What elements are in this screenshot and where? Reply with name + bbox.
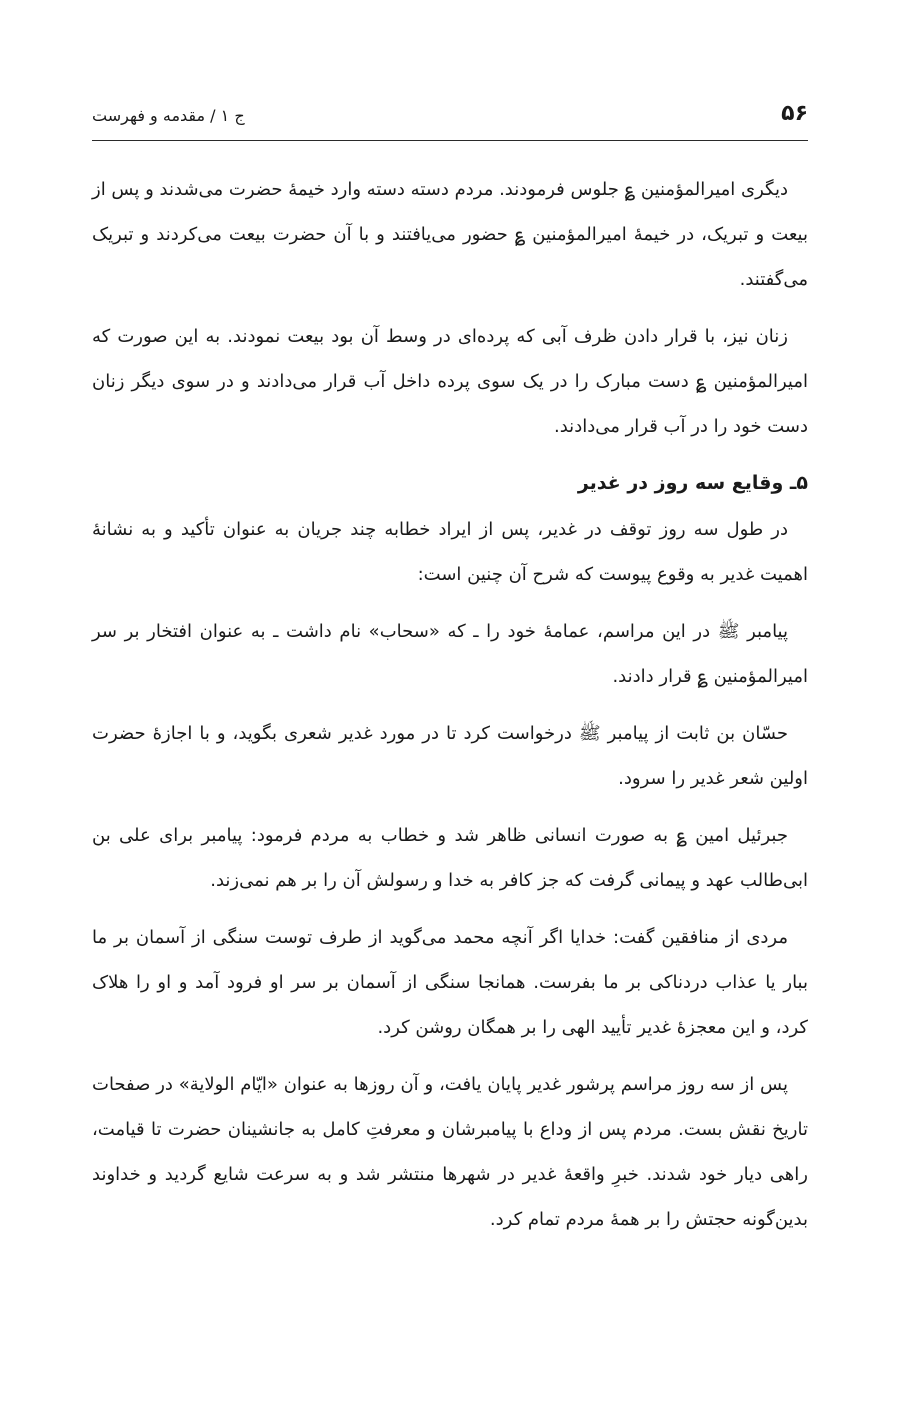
- page-body: [92, 167, 808, 1242]
- section-heading: ۵ـ وقایع سه روز در غدیر: [577, 472, 808, 494]
- paragraph: حسّان بن ثابت از پیامبر ﷺ درخواست کرد تا در مورد غدیر شعری بگوید، و با اجازهٔ حضرت اولین شعر غدیر را سرود.: [92, 723, 808, 789]
- book-page: [92, 96, 808, 1376]
- paragraph: دیگری امیرالمؤمنین ؏ جلوس فرمودند. مردم دسته دسته وارد خیمهٔ حضرت می‌شدند و پس از بیعت و تبریک، در خیمهٔ امیرالمؤمنین ؏ حضور می‌یافتند و با آن حضرت بیعت می‌کردند و تبریک می‌گفتند.: [92, 179, 808, 290]
- page-header: [92, 96, 808, 141]
- paragraph: زنان نیز، با قرار دادن ظرف آبی که پرده‌ای در وسط آن بود بیعت نمودند. به این صورت که امیرالمؤمنین ؏ دست مبارک را در یک سوی پرده داخل آب قرار می‌دادند و در سوی دیگر زنان دست خود را در آب قرار می‌دادند.: [92, 326, 808, 437]
- paragraph: در طول سه روز توقف در غدیر، پس از ایراد خطابه چند جریان به عنوان تأکید و به نشانهٔ اهمیت غدیر به وقوع پیوست که شرح آن چنین است:: [92, 519, 808, 585]
- running-title: ج ۱ / مقدمه و فهرست: [92, 106, 245, 125]
- paragraph: پس از سه روز مراسم پرشور غدیر پایان یافت، و آن روزها به عنوان «ایّام الولایة» در صفحات تاریخ نقش بست. مردم پس از وداع با پیامبرشان و معرفتِ کامل به جانشینان حضرت تا قیامت، راهی دیار خود شدند. خبرِ واقعهٔ غدیر در شهرها منتشر شد و به سرعت شایع گردید و خداوند بدین‌گونه حجتش را بر همهٔ مردم تمام کرد.: [92, 1074, 808, 1230]
- paragraph: پیامبر ﷺ در این مراسم، عمامهٔ خود را ـ که «سحاب» نام داشت ـ به عنوان افتخار بر سر امیرالمؤمنین ؏ قرار دادند.: [92, 621, 808, 687]
- paragraph: جبرئیل امین ؏ به صورت انسانی ظاهر شد و خطاب به مردم فرمود: پیامبر برای علی بن ابی‌طالب عهد و پیمانی گرفت که جز کافر به خدا و رسولش آن را بر هم نمی‌زند.: [92, 825, 808, 891]
- paragraph: مردی از منافقین گفت: خدایا اگر آنچه محمد می‌گوید از طرف توست سنگی از آسمان بر ما ببار یا عذاب دردناکی بر ما بفرست. همانجا سنگی از آسمان بر سر او فرود آمد و او را هلاک کرد، و این معجزهٔ غدیر تأیید الهی را بر همگان روشن کرد.: [92, 927, 808, 1038]
- page-number: ۵۶: [781, 101, 808, 126]
